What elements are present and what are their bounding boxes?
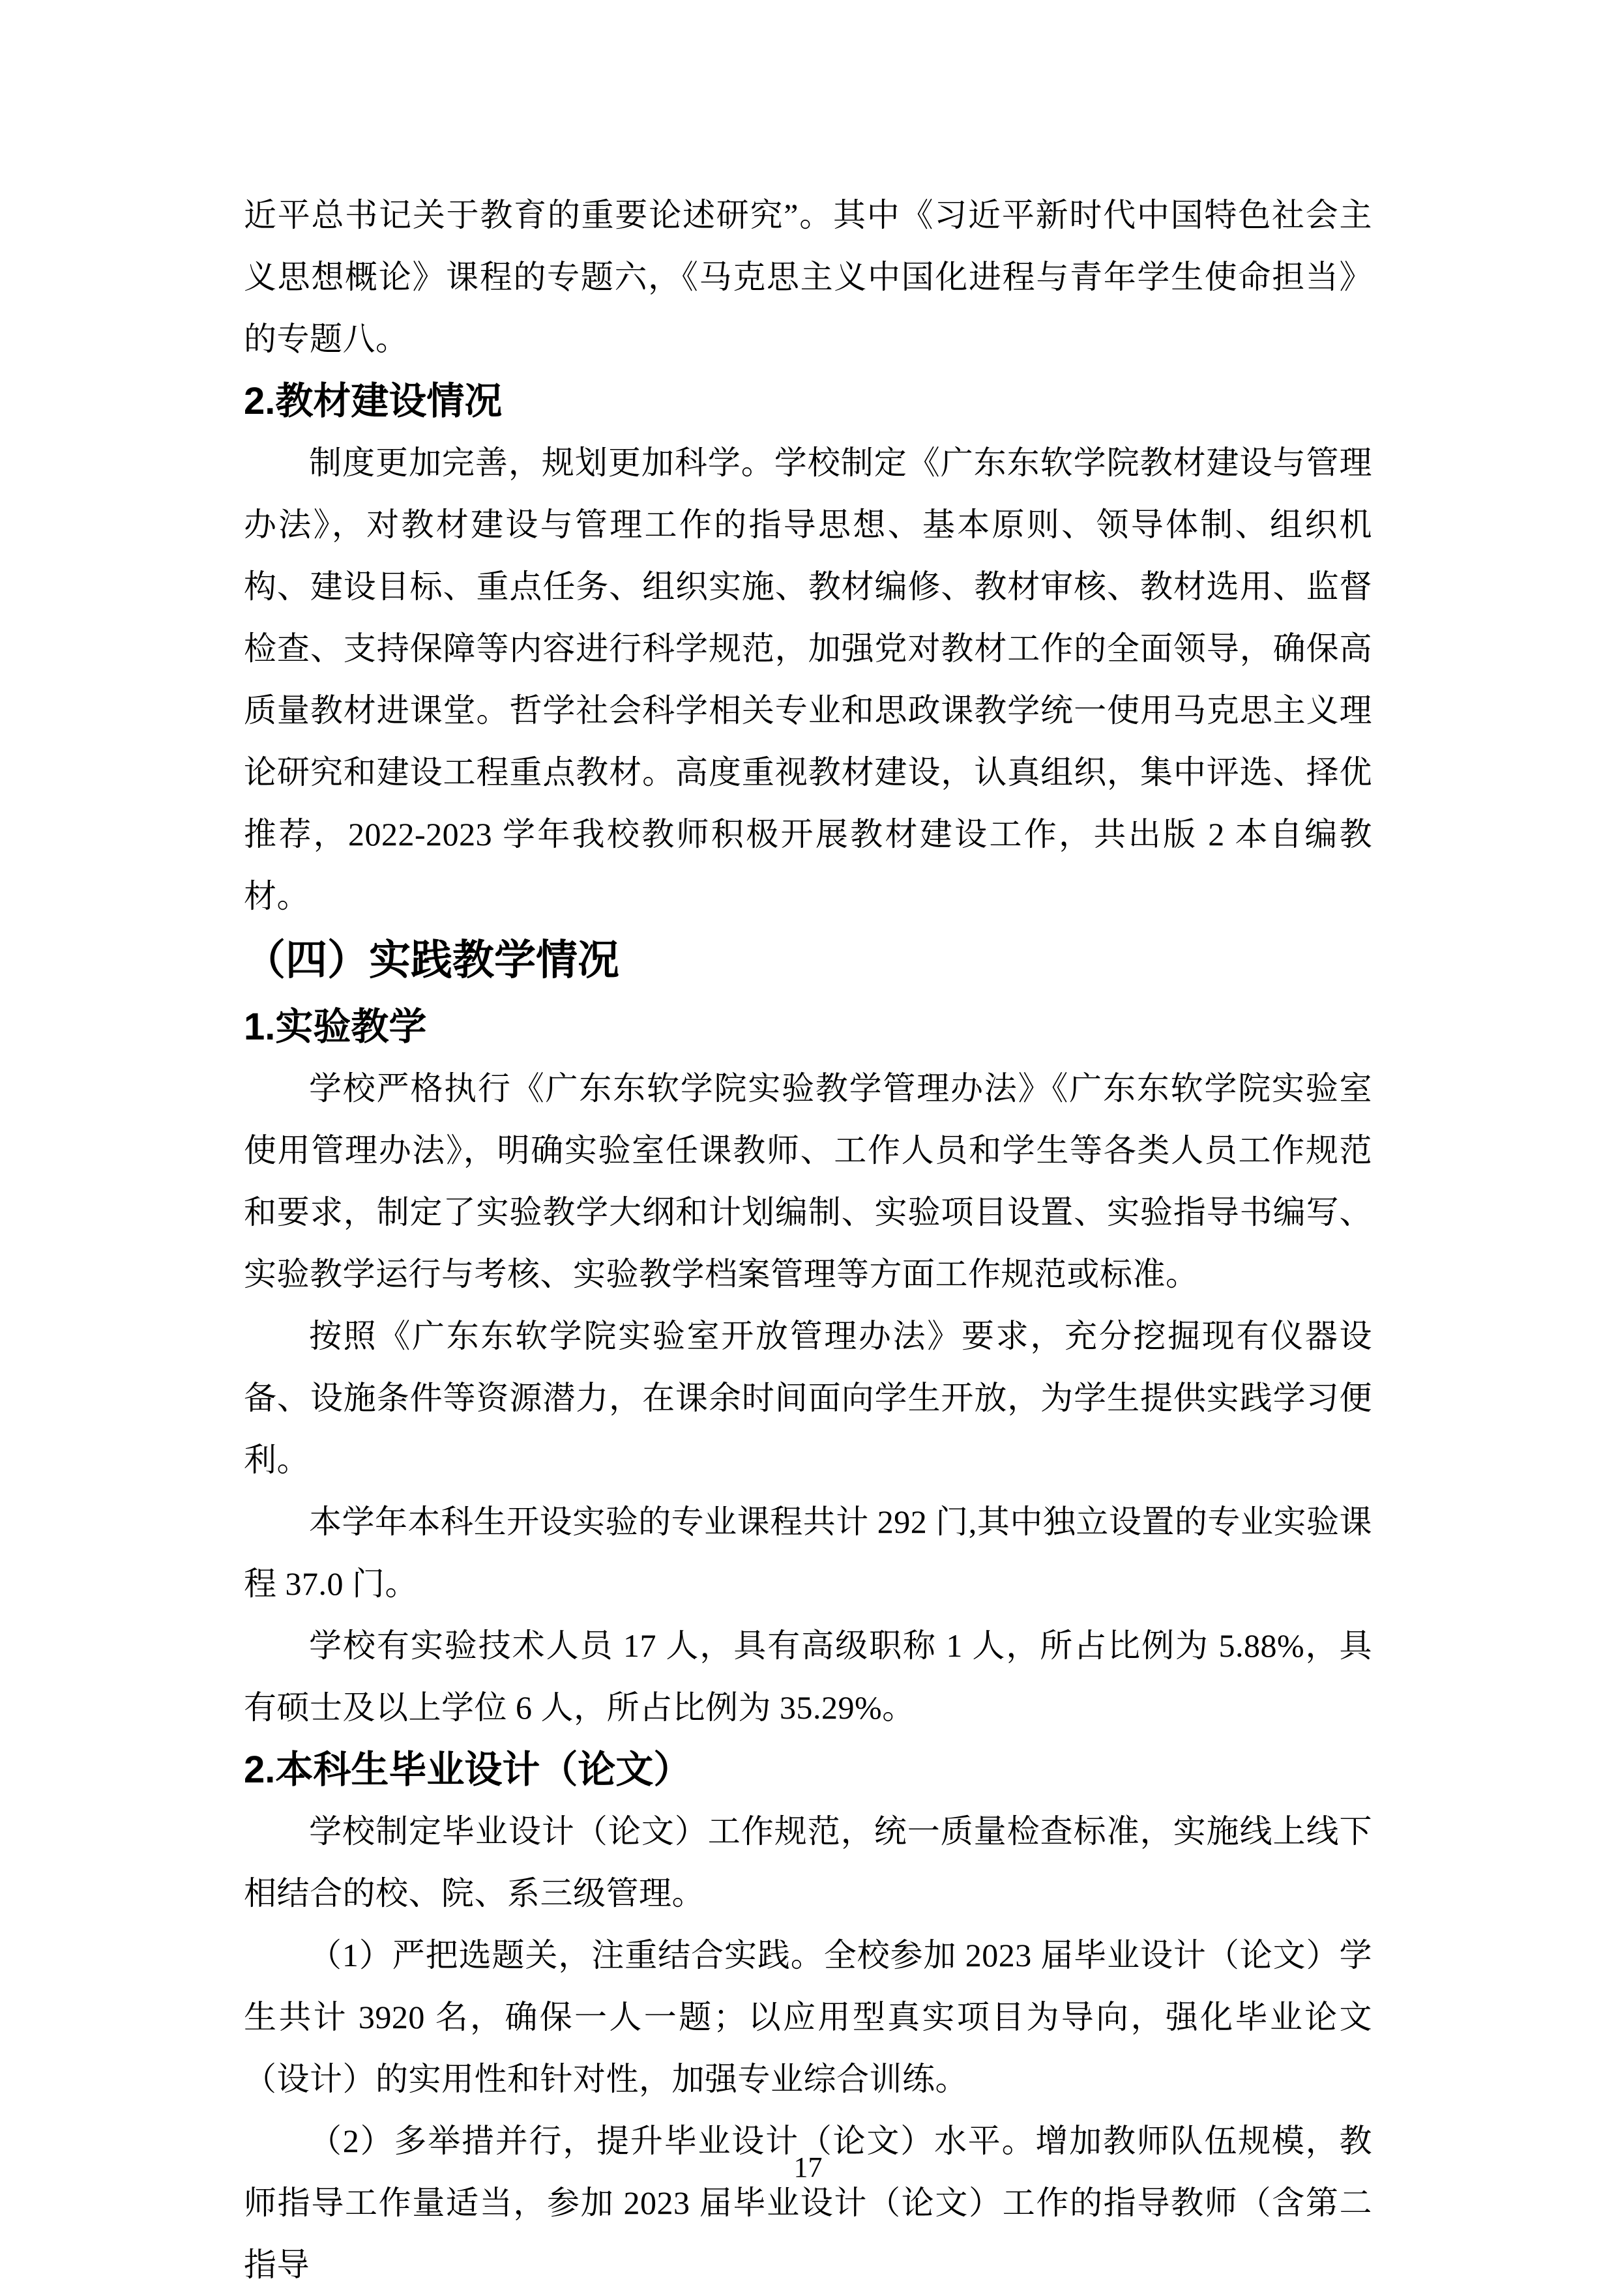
- paragraph-lab-regulations: 学校严格执行《广东东软学院实验教学管理办法》《广东东软学院实验室使用管理办法》，明确实验室任课教师、工作人员和学生等各类人员工作规范和要求，制定了实验教学大纲和计划编制、实验项目设置、实验指导书编写、实验教学运行与考核、实验教学档案管理等方面工作规范或标准。: [244, 1070, 1372, 1292]
- heading-practical-teaching: （四）实践教学情况: [244, 937, 619, 983]
- paragraph-multiple-measures: （2）多举措并行，提升毕业设计（论文）水平。增加教师队伍规模，教师指导工作量适当，参加 2023 届毕业设计（论文）工作的指导教师（含第二指导: [244, 2123, 1372, 2283]
- paragraph-experiment-courses: 本学年本科生开设实验的专业课程共计 292 门,其中独立设置的专业实验课程 37.0 门。: [244, 1504, 1372, 1602]
- paragraph-lab-technicians: 学校有实验技术人员 17 人，具有高级职称 1 人，所占比例为 5.88%，具有硕士及以上学位 6 人，所占比例为 35.29%。: [244, 1627, 1372, 1726]
- paragraph-topic-selection: （1）严把选题关，注重结合实践。全校参加 2023 届毕业设计（论文）学生共计 3920 名，确保一人一题；以应用型真实项目为导向，强化毕业论文（设计）的实用性和针对性，加强专业综合训练。: [244, 1937, 1372, 2097]
- paragraph-lab-opening: 按照《广东东软学院实验室开放管理办法》要求，充分挖掘现有仪器设备、设施条件等资源潜力，在课余时间面向学生开放，为学生提供实践学习便利。: [244, 1318, 1372, 1478]
- page-number: 17: [793, 2151, 823, 2183]
- document-body: [244, 184, 1372, 2296]
- paragraph-course-topics: 近平总书记关于教育的重要论述研究”。其中《习近平新时代中国特色社会主义思想概论》课程的专题六，《马克思主义中国化进程与青年学生使命担当》的专题八。: [244, 197, 1372, 357]
- heading-textbook-construction: 2.教材建设情况: [244, 380, 503, 422]
- paragraph-textbook-construction: 制度更加完善，规划更加科学。学校制定《广东东软学院教材建设与管理办法》，对教材建设与管理工作的指导思想、基本原则、领导体制、组织机构、建设目标、重点任务、组织实施、教材编修、教材审核、教材选用、监督检查、支持保障等内容进行科学规范，加强党对教材工作的全面领导，确保高质量教材进课堂。哲学社会科学相关专业和思政课教学统一使用马克思主义理论研究和建设工程重点教材。高度重视教材建设，认真组织，集中评选、择优推荐，2022-2023 学年我校教师积极开展教材建设工作，共出版 2 本自编教材。: [244, 444, 1372, 914]
- paragraph-graduation-management: 学校制定毕业设计（论文）工作规范，统一质量检查标准，实施线上线下相结合的校、院、系三级管理。: [244, 1813, 1372, 1911]
- heading-graduation-design: 2.本科生毕业设计（论文）: [244, 1749, 692, 1791]
- heading-experimental-teaching: 1.实验教学: [244, 1006, 427, 1048]
